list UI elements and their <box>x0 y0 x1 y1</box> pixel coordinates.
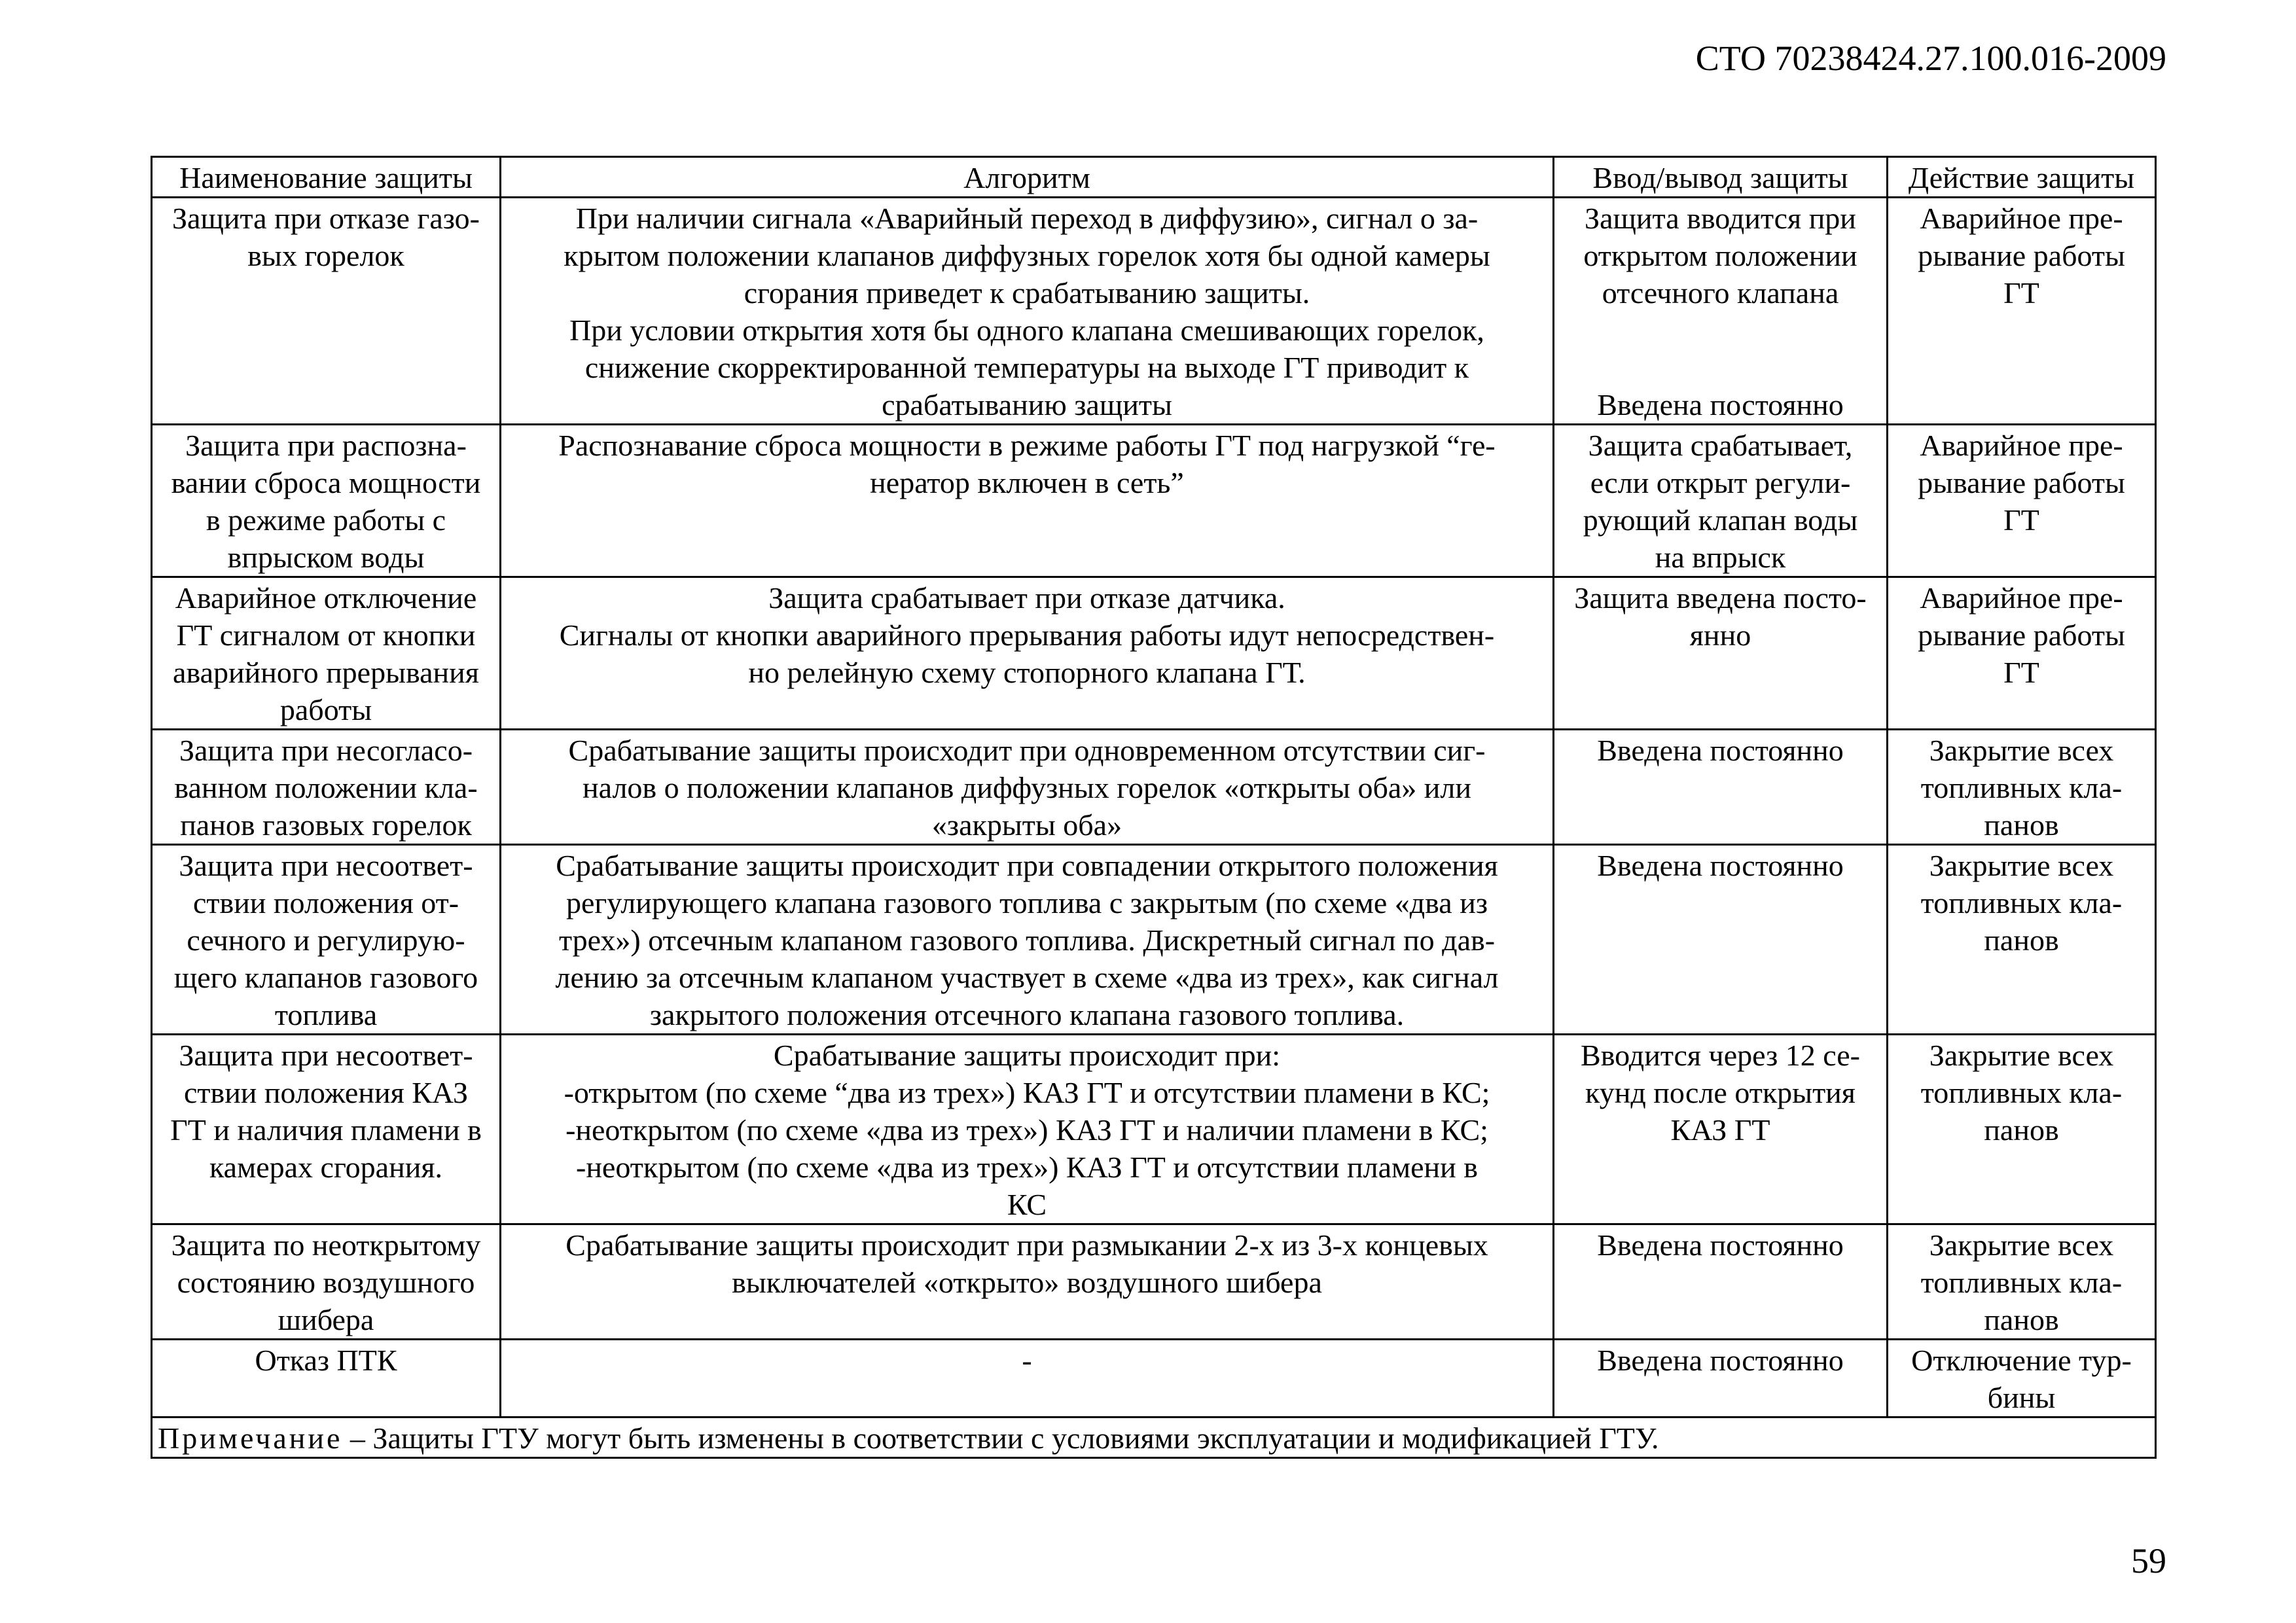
cell-line: снижение скорректированной температуры на выходе ГТ приводит к <box>584 351 1469 384</box>
cell-line: аварийного прерывания <box>173 656 479 689</box>
cell-line: состоянию воздушного <box>177 1266 475 1299</box>
cell-line: Защита при распозна- <box>185 429 467 462</box>
cell-line: Защита по неоткрытому <box>171 1228 481 1262</box>
cell-line: панов газовых горелок <box>180 808 472 842</box>
algorithm-cell <box>501 198 1554 425</box>
table-row <box>152 198 2156 425</box>
algorithm-cell <box>501 577 1554 730</box>
cell-line: крытом положении клапанов диффузных горелок хотя бы одной камеры <box>564 239 1490 272</box>
cell-line: Защита срабатывает, <box>1588 429 1853 462</box>
cell-line: Введена постоянно <box>1597 734 1844 767</box>
table-note-row <box>152 1418 2156 1458</box>
cell-line: нератор включен в сеть” <box>870 466 1184 499</box>
cell-line: панов <box>1984 923 2059 957</box>
cell-line: рывание работы <box>1918 618 2125 652</box>
cell-line: если открыт регули- <box>1590 466 1851 499</box>
document-code: СТО 70238424.27.100.016-2009 <box>1695 39 2166 78</box>
cell-line: камерах сгорания. <box>209 1150 442 1184</box>
table-row <box>152 425 2156 577</box>
cell-line: Аварийное пре- <box>1920 202 2123 235</box>
cell-line: лению за отсечным клапаном участвует в схеме «два из трех», как сигнал <box>555 961 1499 994</box>
column-header-name: Наименование защиты <box>152 157 501 198</box>
enable-cell <box>1554 1035 1888 1224</box>
cell-line: При условии открытия хотя бы одного клапана смешивающих горелок, <box>569 313 1484 347</box>
cell-line: закрытого положения отсечного клапана газового топлива. <box>649 998 1405 1031</box>
action-cell <box>1888 425 2156 577</box>
cell-line: ствии положения от- <box>192 886 459 919</box>
cell-line: Введена постоянно <box>1597 1344 1844 1377</box>
cell-line: вании сброса мощности <box>171 466 481 499</box>
cell-line: При наличии сигнала «Аварийный переход в диффузию», сигнал о за- <box>575 202 1479 235</box>
cell-line: шибера <box>278 1303 374 1336</box>
algorithm-cell <box>501 425 1554 577</box>
protection-name-cell <box>152 1224 501 1340</box>
cell-line: впрыском воды <box>227 541 425 574</box>
cell-line: срабатыванию защиты <box>882 388 1172 421</box>
cell-line: Защита введена посто- <box>1574 581 1867 615</box>
note-text: – Защиты ГТУ могут быть изменены в соответствии с условиями эксплуатации и модификацией ГТУ. <box>342 1421 1659 1455</box>
cell-line: рывание работы <box>1918 239 2125 272</box>
protection-name-cell <box>152 425 501 577</box>
page-number: 59 <box>2131 1541 2166 1580</box>
table-header-row <box>152 157 2156 198</box>
column-header-action: Действие защиты <box>1888 157 2156 198</box>
cell-line: топливных кла- <box>1920 771 2123 804</box>
action-cell <box>1888 1340 2156 1418</box>
protections-table <box>151 156 2157 1459</box>
cell-line: налов о положении клапанов диффузных горелок «открыты оба» или <box>583 771 1471 804</box>
cell-line: ГТ сигналом от кнопки <box>176 618 476 652</box>
cell-line: Защита при несогласо- <box>179 734 473 767</box>
cell-line: янно <box>1689 618 1751 652</box>
cell-line: Аварийное отключение <box>175 581 477 615</box>
cell-line: сечного и регулирую- <box>187 923 465 957</box>
cell-line: ГТ <box>2003 276 2039 310</box>
cell-line: Введена постоянно <box>1597 849 1844 882</box>
table-row <box>152 1035 2156 1224</box>
cell-line: КАЗ ГТ <box>1670 1113 1770 1147</box>
cell-line: Срабатывание защиты происходит при размыкании 2-х из 3-х концевых <box>565 1228 1488 1262</box>
action-cell <box>1888 577 2156 730</box>
cell-line: регулирующего клапана газового топлива с закрытым (по схеме «два из <box>565 886 1488 919</box>
enable-cell <box>1554 1340 1888 1418</box>
enable-cell <box>1554 198 1888 425</box>
action-cell <box>1888 198 2156 425</box>
protection-name-cell <box>152 845 501 1035</box>
cell-line: трех») отсечным клапаном газового топлива. Дискретный сигнал по дав- <box>558 923 1496 957</box>
cell-line: топливных кла- <box>1920 1076 2123 1109</box>
cell-line: бины <box>1987 1381 2056 1414</box>
cell-line: Аварийное пре- <box>1920 429 2123 462</box>
cell-line: -неоткрытом (по схеме «два из трех») КАЗ ГТ и отсутствии пламени в <box>576 1150 1478 1184</box>
cell-line: КС <box>1007 1188 1047 1221</box>
enable-cell <box>1554 845 1888 1035</box>
protection-name-cell <box>152 198 501 425</box>
cell-line: кунд после открытия <box>1585 1076 1856 1109</box>
enable-cell <box>1554 1224 1888 1340</box>
cell-line: ГТ <box>2003 656 2039 689</box>
action-cell <box>1888 845 2156 1035</box>
cell-line: Закрытие всех <box>1929 1039 2114 1072</box>
algorithm-cell <box>501 1224 1554 1340</box>
cell-line: Распознавание сброса мощности в режиме работы ГТ под нагрузкой “ге- <box>558 429 1496 462</box>
protection-name-cell <box>152 577 501 730</box>
cell-line: работы <box>279 693 372 726</box>
spacer <box>1560 349 1881 386</box>
cell-line: Срабатывание защиты происходит при одновременном отсутствии сиг- <box>568 734 1486 767</box>
cell-line: -неоткрытом (по схеме «два из трех») КАЗ ГТ и наличии пламени в КС; <box>565 1113 1488 1147</box>
cell-line: топливных кла- <box>1920 1266 2123 1299</box>
note-cell <box>152 1418 2156 1458</box>
action-cell <box>1888 1035 2156 1224</box>
cell-line: Срабатывание защиты происходит при: <box>773 1039 1281 1072</box>
cell-line: панов <box>1984 1113 2059 1147</box>
cell-line: панов <box>1984 1303 2059 1336</box>
protection-name-cell <box>152 1035 501 1224</box>
cell-line: вых горелок <box>247 239 404 272</box>
column-header-enable: Ввод/вывод защиты <box>1554 157 1888 198</box>
cell-line: Отказ ПТК <box>255 1344 397 1377</box>
cell-line: топлива <box>274 998 378 1031</box>
action-cell <box>1888 730 2156 845</box>
cell-line: в режиме работы с <box>206 503 446 537</box>
cell-line: Сигналы от кнопки аварийного прерывания работы идут непосредствен- <box>559 618 1495 652</box>
cell-line: Закрытие всех <box>1929 734 2114 767</box>
enable-cell <box>1554 730 1888 845</box>
cell-line: Закрытие всех <box>1929 849 2114 882</box>
cell-line: «закрыты оба» <box>931 808 1122 842</box>
cell-line: Закрытие всех <box>1929 1228 2114 1262</box>
cell-line: открытом положении <box>1583 239 1857 272</box>
cell-line: Введена постоянно <box>1597 1228 1844 1262</box>
table-row <box>152 845 2156 1035</box>
enable-cell <box>1554 577 1888 730</box>
table-row <box>152 730 2156 845</box>
cell-line: - <box>1022 1344 1032 1377</box>
cell-line: Защита при отказе газо- <box>172 202 480 235</box>
table-row <box>152 1224 2156 1340</box>
cell-line: выключателей «открыто» воздушного шибера <box>732 1266 1322 1299</box>
cell-line: ГТ <box>2003 503 2039 537</box>
algorithm-cell <box>501 1340 1554 1418</box>
protection-name-cell <box>152 730 501 845</box>
protection-name-cell <box>152 1340 501 1418</box>
cell-line: -открытом (по схеме “два из трех») КАЗ ГТ и отсутствии пламени в КС; <box>564 1076 1490 1109</box>
cell-line: панов <box>1984 808 2059 842</box>
cell-line: Отключение тур- <box>1911 1344 2132 1377</box>
cell-line: сгорания приведет к срабатыванию защиты. <box>744 276 1310 310</box>
cell-line: ванном положении кла- <box>174 771 478 804</box>
cell-line: Защита при несоответ- <box>179 1039 473 1072</box>
note-label: Примечание <box>158 1421 343 1455</box>
spacer <box>1560 312 1881 349</box>
cell-line: но релейную схему стопорного клапана ГТ. <box>748 656 1306 689</box>
cell-line: топливных кла- <box>1920 886 2123 919</box>
column-header-algorithm: Алгоритм <box>501 157 1554 198</box>
cell-line: отсечного клапана <box>1602 276 1839 310</box>
cell-line: Защита при несоответ- <box>179 849 473 882</box>
cell-line: Защита срабатывает при отказе датчика. <box>768 581 1285 615</box>
cell-line: Защита вводится при <box>1585 202 1856 235</box>
cell-line: Срабатывание защиты происходит при совпадении открытого положения <box>556 849 1498 882</box>
cell-line: рывание работы <box>1918 466 2125 499</box>
algorithm-cell <box>501 730 1554 845</box>
algorithm-cell <box>501 845 1554 1035</box>
table-row <box>152 577 2156 730</box>
cell-line: щего клапанов газового <box>173 961 478 994</box>
action-cell <box>1888 1224 2156 1340</box>
cell-line: Аварийное пре- <box>1920 581 2123 615</box>
cell-line: Введена постоянно <box>1597 388 1844 421</box>
table-row <box>152 1340 2156 1418</box>
algorithm-cell <box>501 1035 1554 1224</box>
enable-cell <box>1554 425 1888 577</box>
cell-line: Вводится через 12 се- <box>1581 1039 1860 1072</box>
cell-line: ГТ и наличия пламени в <box>170 1113 482 1147</box>
cell-line: рующий клапан воды <box>1583 503 1858 537</box>
cell-line: ствии положения КАЗ <box>183 1076 469 1109</box>
cell-line: на впрыск <box>1655 541 1786 574</box>
